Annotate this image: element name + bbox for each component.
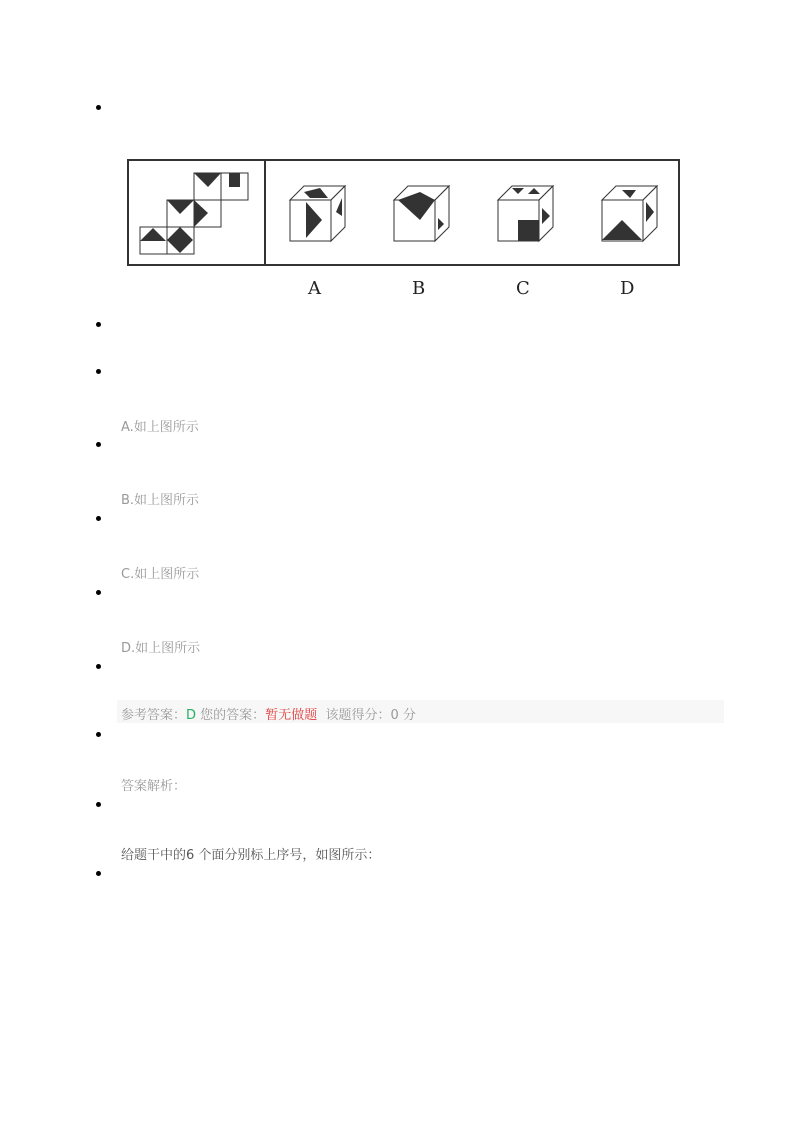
your-answer-label: 您的答案： <box>200 708 266 723</box>
option-a[interactable]: A.如上图所示 <box>121 420 199 435</box>
list-bullet <box>96 732 101 737</box>
list-bullet <box>96 442 101 447</box>
list-bullet <box>96 871 101 876</box>
cube-puzzle-diagram <box>120 150 690 305</box>
score-label: 该题得分： <box>325 708 391 723</box>
list-bullet <box>96 105 101 110</box>
list-bullet <box>96 516 101 521</box>
option-label-c: C <box>516 278 530 299</box>
option-label-d: D <box>620 278 635 299</box>
reference-answer-value: D <box>186 708 197 723</box>
list-bullet <box>96 590 101 595</box>
reference-answer-label: 参考答案： <box>121 708 187 723</box>
answer-summary <box>121 704 416 723</box>
answer-summary-bar <box>117 700 724 723</box>
option-d[interactable]: D.如上图所示 <box>121 641 201 656</box>
list-bullet <box>96 322 101 327</box>
option-label-b: B <box>412 278 426 299</box>
score-value: 0 分 <box>390 708 416 723</box>
analysis-title: 答案解析： <box>121 779 187 794</box>
analysis-text: 给题干中的6 个面分别标上序号，如图所示： <box>121 848 381 863</box>
list-bullet <box>96 369 101 374</box>
list-bullet <box>96 664 101 669</box>
question-figure <box>120 150 690 305</box>
list-bullet <box>96 802 101 807</box>
your-answer-value: 暂无做题 <box>265 708 318 723</box>
option-c[interactable]: C.如上图所示 <box>121 567 200 582</box>
option-b[interactable]: B.如上图所示 <box>121 493 200 508</box>
option-label-a: A <box>308 278 321 299</box>
